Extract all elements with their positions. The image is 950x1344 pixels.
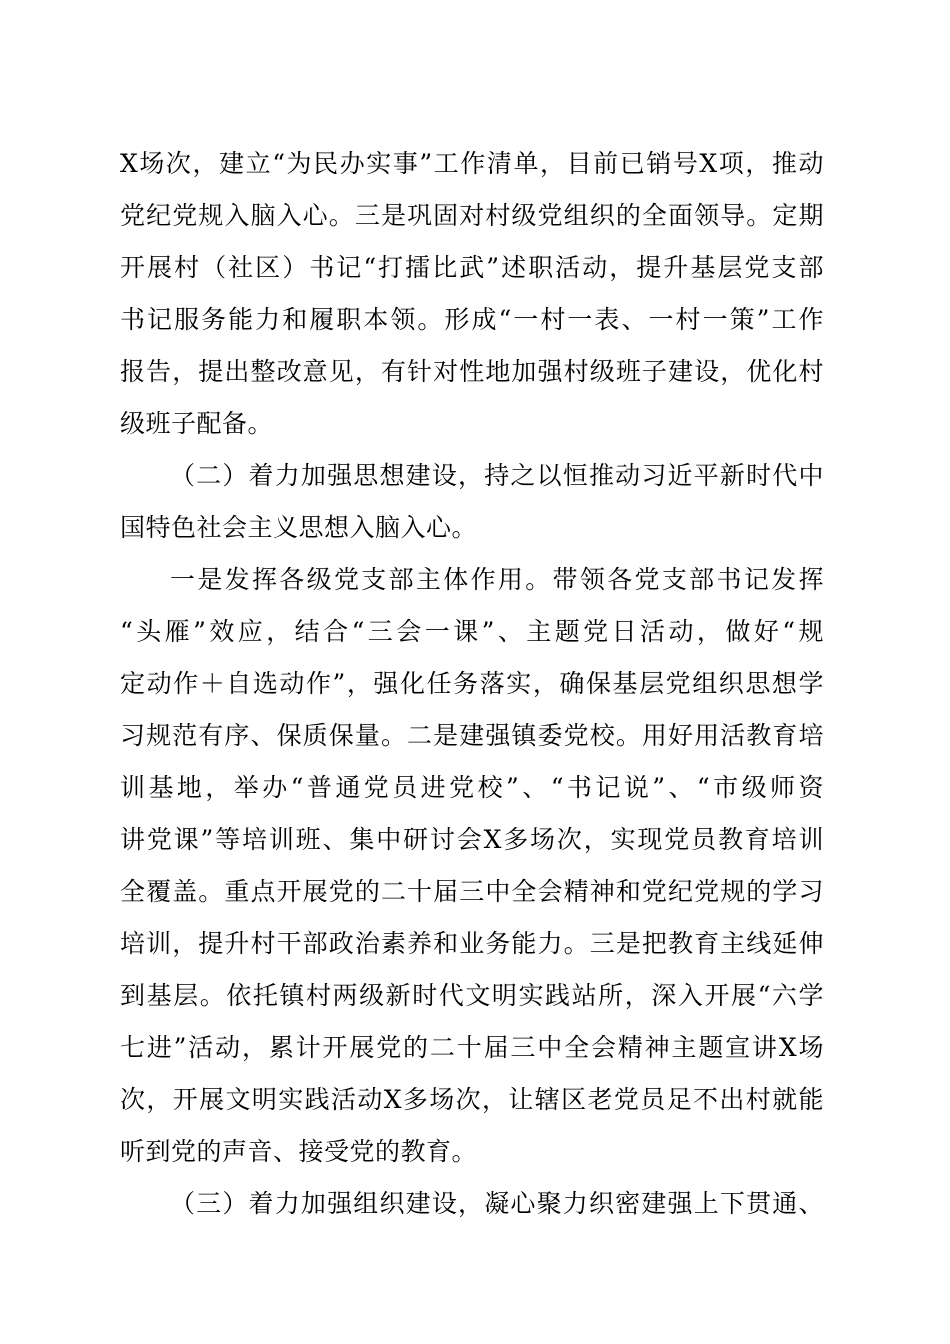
text-line: 级班子配备。 — [120, 409, 274, 438]
text-line: 一是发挥各级党支部主体作用。带领各党支部书记发挥 — [170, 565, 824, 594]
text-line: 报告，提出整改意见，有针对性地加强村级班子建设，优化村 — [120, 357, 824, 386]
text-line: 定动作＋自选动作”，强化任务落实，确保基层党组织思想学 — [120, 669, 824, 698]
text-line: 培训，提升村干部政治素养和业务能力。三是把教育主线延伸 — [120, 929, 824, 958]
text-line: 开展村（社区）书记“打擂比武”述职活动，提升基层党支部 — [120, 253, 824, 282]
text-line: 习规范有序、保质保量。二是建强镇委党校。用好用活教育培 — [120, 721, 824, 750]
text-line: X场次，建立“为民办实事”工作清单，目前已销号X项，推动 — [120, 149, 824, 178]
text-line: 全覆盖。重点开展党的二十届三中全会精神和党纪党规的学习 — [120, 877, 824, 906]
section-heading-3: （三）着力加强组织建设，凝心聚力织密建强上下贯通、 — [170, 1189, 824, 1218]
section-heading-2-cont: 国特色社会主义思想入脑入心。 — [120, 513, 478, 542]
text-line: 党纪党规入脑入心。三是巩固对村级党组织的全面领导。定期 — [120, 201, 824, 230]
text-line: 次，开展文明实践活动X多场次，让辖区老党员足不出村就能 — [120, 1085, 824, 1114]
text-line: 讲党课”等培训班、集中研讨会X多场次，实现党员教育培训 — [120, 825, 824, 854]
document-body — [120, 138, 824, 1230]
text-line: “头雁”效应，结合“三会一课”、主题党日活动，做好“规 — [120, 617, 824, 646]
text-line: 到基层。依托镇村两级新时代文明实践站所，深入开展“六学 — [120, 981, 824, 1010]
text-line: 听到党的声音、接受党的教育。 — [120, 1137, 478, 1166]
section-heading-2: （二）着力加强思想建设，持之以恒推动习近平新时代中 — [170, 461, 824, 490]
text-line: 书记服务能力和履职本领。形成“一村一表、一村一策”工作 — [120, 305, 824, 334]
text-line: 训基地，举办“普通党员进党校”、“书记说”、“市级师资 — [120, 773, 824, 802]
text-line: 七进”活动，累计开展党的二十届三中全会精神主题宣讲X场 — [120, 1033, 824, 1062]
